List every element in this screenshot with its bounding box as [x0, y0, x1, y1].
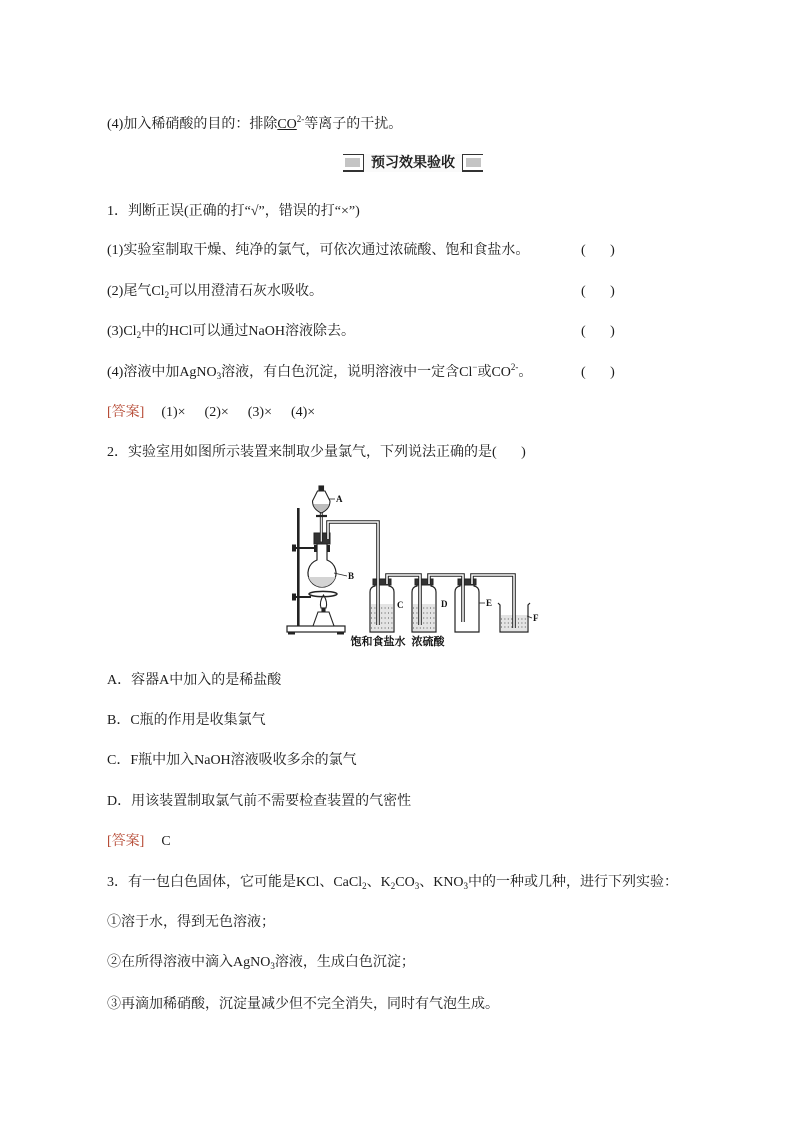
answer-bracket: ( )	[581, 284, 615, 299]
subscript: 3	[414, 881, 420, 891]
ring-screw	[292, 594, 296, 601]
text-segment: (1)实验室制取干燥、纯净的氯气，可依次通过浓硫酸、饱和食盐水。	[107, 243, 530, 258]
q3-step-1	[107, 913, 275, 933]
stand-rod	[297, 508, 300, 626]
text-segment: 3．有一包白色固体，它可能是KCl、CaCl	[107, 875, 363, 890]
stand-foot	[288, 632, 295, 635]
subscript: 2	[136, 330, 142, 340]
superscript: −	[472, 362, 478, 372]
bottle-e	[455, 583, 479, 632]
text-segment: 中的一种或几种，进行下列实验：	[468, 875, 679, 890]
stand-base	[287, 626, 345, 632]
q2-option-a: A．容器A中加入的是稀盐酸	[107, 673, 282, 688]
caption-saturated-brine: 饱和食盐水	[350, 635, 406, 648]
label-d: D	[441, 599, 448, 609]
label-f: F	[533, 613, 539, 623]
q1-item-2	[107, 282, 323, 302]
text-segment: ①溶于水，得到无色溶液；	[107, 915, 275, 930]
clamp-jaw	[314, 545, 317, 552]
caption-conc-sulfuric-acid: 浓硫酸	[411, 635, 445, 648]
subscript: 3	[216, 371, 222, 381]
text-segment: ③再滴加稀硝酸，沉淀量减少但不完全消失，同时有气泡生成。	[107, 997, 499, 1012]
stand-foot	[337, 632, 344, 635]
carbonate-ion: CO	[277, 117, 297, 132]
subscript: 2	[390, 881, 396, 891]
subscript: 2	[164, 290, 170, 300]
chlorine-preparation-apparatus	[283, 482, 545, 654]
text-segment: (4)加入稀硝酸的目的：排除	[107, 117, 278, 132]
clamp-jaw	[328, 545, 331, 552]
label-e: E	[486, 598, 493, 608]
q2-answer	[107, 832, 171, 852]
section-banner-title: 预习效果验收	[363, 154, 463, 172]
q2-option-b: B．C瓶的作用是收集氯气	[107, 713, 266, 728]
lamp-body	[313, 612, 334, 626]
label-c: C	[397, 600, 404, 610]
subscript: 3	[270, 961, 275, 971]
text-segment: 或CO	[477, 365, 511, 380]
q3-step-2	[107, 953, 415, 973]
text-segment: (3)Cl	[107, 324, 137, 339]
answer-value: (1)× (2)× (3)× (4)×	[161, 405, 316, 420]
alcohol-lamp	[313, 595, 334, 626]
answer-value: C	[161, 834, 171, 849]
text-segment: 溶液，生成白色沉淀；	[274, 955, 415, 970]
intro-line	[107, 115, 402, 135]
answer-label: [答案]	[107, 834, 145, 849]
text-segment: CO	[395, 875, 415, 890]
answer-bracket: ( )	[581, 243, 615, 258]
q1-item-4	[107, 363, 532, 383]
q1-answer	[107, 403, 315, 423]
text-segment: 可以用澄清石灰水吸收。	[169, 284, 324, 299]
subscript: 3	[463, 881, 469, 891]
answer-bracket: ( )	[581, 324, 615, 339]
q3-step-3	[107, 995, 499, 1015]
funnel-liquid	[314, 504, 330, 512]
text-segment: ②在所得溶液中滴入AgNO	[107, 955, 271, 970]
text-segment: 等离子的干扰。	[304, 117, 403, 132]
lamp-wick	[322, 608, 325, 612]
text-segment: (4)溶液中加AgNO	[107, 365, 217, 380]
q3-stem	[107, 873, 678, 893]
superscript: 2-	[510, 362, 519, 372]
text-segment: 、K	[366, 875, 391, 890]
text-segment: 中的HCl可以通过NaOH溶液除去。	[141, 324, 355, 339]
q2-option-d: D．用该装置制取氯气前不需要检查装置的气密性	[107, 794, 412, 809]
ion-charge: 2-	[296, 114, 305, 124]
section-banner	[343, 154, 483, 172]
flask-liquid	[309, 577, 336, 587]
text-segment: 溶液，有白色沉淀，说明溶液中一定含Cl	[221, 365, 473, 380]
funnel-stopper	[319, 486, 324, 491]
q1-stem: 1．判断正误(正确的打“√”，错误的打“×”)	[107, 204, 360, 219]
q2-option-c: C．F瓶中加入NaOH溶液吸收多余的氯气	[107, 753, 357, 768]
q2-stem: 2．实验室用如图所示装置来制取少量氯气，下列说法正确的是( )	[107, 445, 526, 460]
answer-bracket: ( )	[581, 365, 615, 380]
text-segment: 。	[518, 365, 533, 380]
label-a: A	[336, 494, 343, 504]
answer-label: [答案]	[107, 405, 145, 420]
clamp-screw	[292, 545, 296, 552]
q1-item-3	[107, 322, 355, 342]
delivery-tubes	[328, 522, 514, 628]
text-segment: 、KNO	[419, 875, 464, 890]
label-b: B	[348, 571, 355, 581]
text-segment: (2)尾气Cl	[107, 284, 165, 299]
q1-item-1	[107, 241, 529, 261]
funnel-stem	[320, 513, 322, 542]
subscript: 2	[362, 881, 367, 891]
